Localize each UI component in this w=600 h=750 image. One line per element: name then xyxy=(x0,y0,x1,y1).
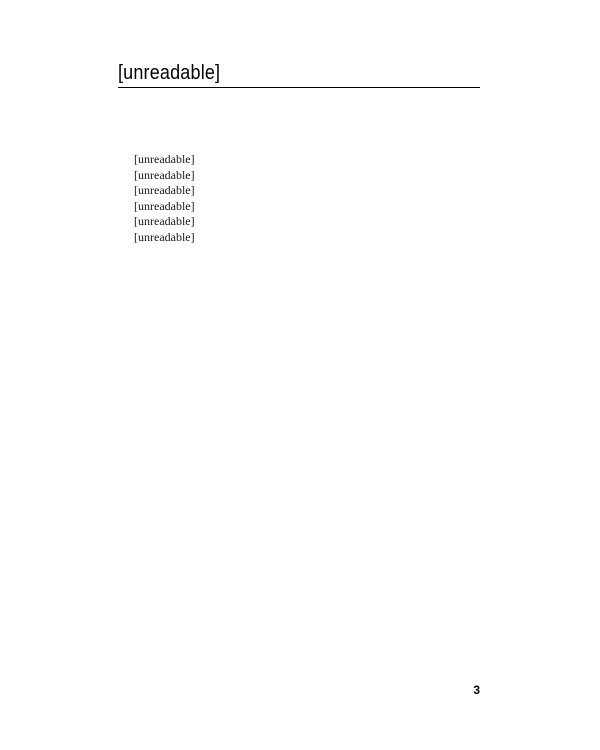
paragraph-6: [unreadable] xyxy=(134,229,195,244)
paragraph-3: [unreadable] xyxy=(134,183,195,197)
page-number: 3 xyxy=(473,683,480,697)
chapter-title: [unreadable] xyxy=(118,62,221,84)
body-text xyxy=(118,152,480,245)
paragraph-2: [unreadable] xyxy=(134,167,195,182)
paragraph-5: [unreadable] xyxy=(134,214,195,228)
title-divider xyxy=(118,87,480,88)
paragraph-4: [unreadable] xyxy=(134,198,195,213)
paragraph-1: [unreadable] xyxy=(134,152,195,166)
